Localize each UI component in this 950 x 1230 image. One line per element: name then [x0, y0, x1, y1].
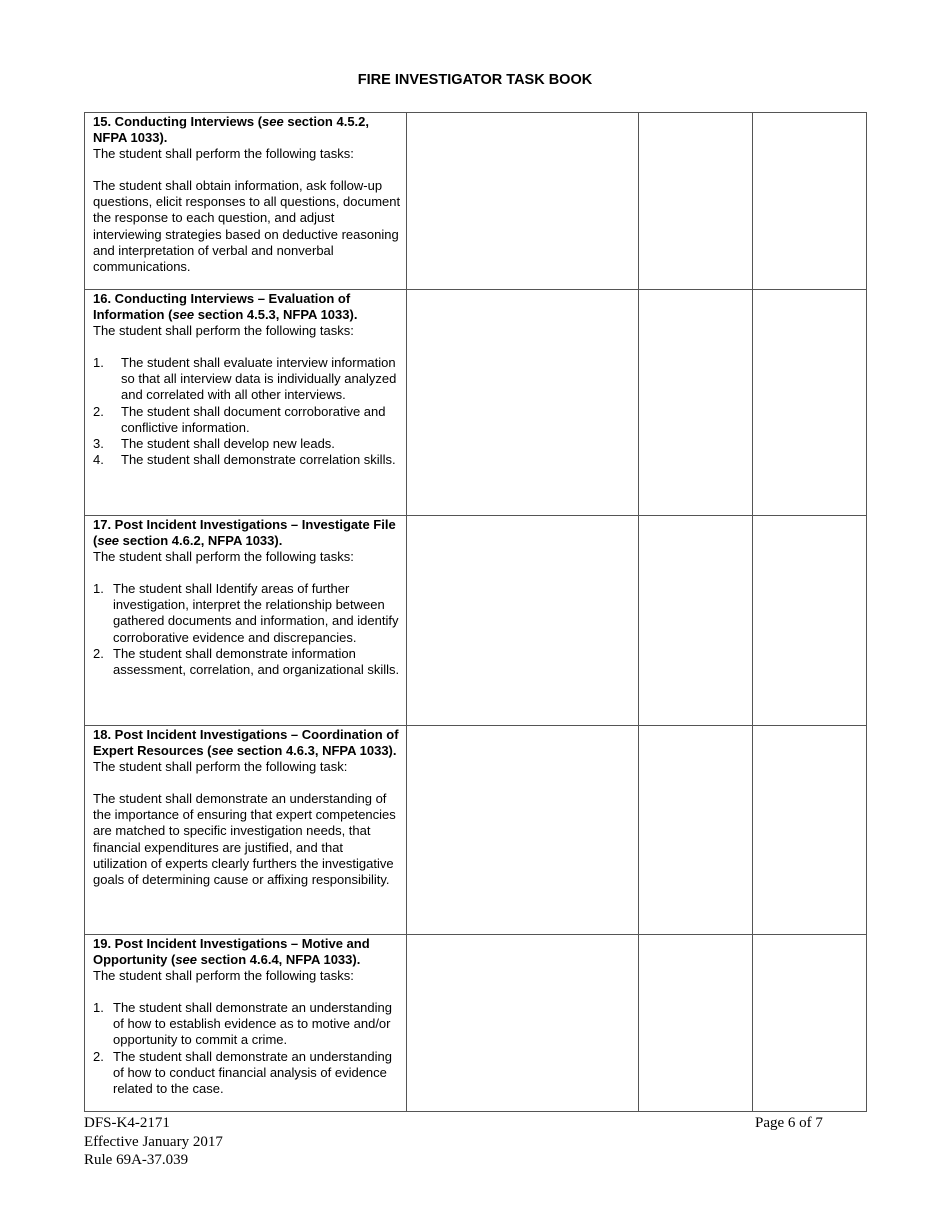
task-intro: The student shall perform the following tasks:: [93, 146, 354, 162]
blank-cell: [638, 935, 752, 1112]
task-table: [84, 112, 867, 1112]
task-description-cell: [85, 290, 407, 516]
table-row: [85, 113, 867, 290]
blank-cell: [752, 935, 866, 1112]
blank-cell: [638, 290, 752, 516]
task-description-cell: [85, 113, 407, 290]
blank-cell: [638, 113, 752, 290]
task-paragraph: The student shall demonstrate an understanding of the importance of ensuring that expert competencies are matched to specific investigation needs, that financial expenditures are justified, and that utilization of experts clearly furthers the investigative goals of determining cause or affixing responsibility.: [93, 791, 396, 887]
form-number: DFS-K4-2171: [84, 1115, 170, 1131]
table-row: [85, 516, 867, 726]
task-list: [93, 355, 400, 468]
blank-cell: [752, 516, 866, 726]
blank-cell: [752, 113, 866, 290]
list-item: 1. The student shall Identify areas of further investigation, interpret the relationship between gathered documents and information, and identify corroborative evidence and discrepancies.: [93, 581, 399, 645]
task-intro: The student shall perform the following task:: [93, 759, 348, 775]
blank-cell: [752, 726, 866, 935]
task-description-cell: [85, 726, 407, 935]
task-description-cell: [85, 935, 407, 1112]
task-list: [93, 1000, 400, 1097]
task-title: 16. Conducting Interviews – Evaluation of Information (see section 4.5.3, NFPA 1033).: [93, 291, 358, 323]
blank-cell: [407, 516, 638, 726]
table-row: [85, 935, 867, 1112]
task-description-cell: [85, 516, 407, 726]
list-item: 2. The student shall document corroborative and conflictive information.: [93, 403, 386, 435]
list-item: 2. The student shall demonstrate information assessment, correlation, and organizational skills.: [93, 645, 400, 677]
table-row: [85, 290, 867, 516]
task-intro: The student shall perform the following tasks:: [93, 968, 354, 984]
blank-cell: [407, 726, 638, 935]
table-row: [85, 726, 867, 935]
task-title: 15. Conducting Interviews (see section 4.5.2, NFPA 1033).: [93, 114, 369, 146]
blank-cell: [638, 516, 752, 726]
list-item: 1. The student shall evaluate interview information so that all interview data is individually analyzed and correlated with all other interviews.: [93, 355, 397, 403]
task-list: [93, 581, 400, 678]
task-paragraph: The student shall obtain information, ask follow-up questions, elicit responses to all questions, document the response to each question, and adjust interviewing strategies based on deductive reasoning and interpretation of verbal and nonverbal communications.: [93, 178, 401, 274]
list-item: 2. The student shall demonstrate an understanding of how to conduct financial analysis of evidence related to the case.: [93, 1048, 392, 1096]
list-item: 3. The student shall develop new leads.: [93, 435, 335, 451]
task-intro: The student shall perform the following tasks:: [93, 323, 354, 339]
page-number: Page 6 of 7: [755, 1115, 823, 1131]
task-title: 19. Post Incident Investigations – Motive and Opportunity (see section 4.6.4, NFPA 1033).: [93, 936, 370, 968]
blank-cell: [407, 290, 638, 516]
blank-cell: [407, 113, 638, 290]
list-item: 1. The student shall demonstrate an understanding of how to establish evidence as to motive and/or opportunity to commit a crime.: [93, 1000, 392, 1048]
effective-date: Effective January 2017: [84, 1133, 223, 1150]
task-title: 17. Post Incident Investigations – Investigate File (see section 4.6.2, NFPA 1033).: [93, 517, 396, 549]
page-title: FIRE INVESTIGATOR TASK BOOK: [357, 72, 593, 88]
footer-info: [84, 1114, 223, 1170]
task-title: 18. Post Incident Investigations – Coordination of Expert Resources (see section 4.6.3, NFPA 1033).: [93, 727, 399, 759]
blank-cell: [752, 290, 866, 516]
list-item: 4. The student shall demonstrate correlation skills.: [93, 451, 396, 467]
blank-cell: [638, 726, 752, 935]
blank-cell: [407, 935, 638, 1112]
rule-reference: Rule 69A-37.039: [84, 1152, 189, 1168]
task-intro: The student shall perform the following tasks:: [93, 549, 354, 565]
